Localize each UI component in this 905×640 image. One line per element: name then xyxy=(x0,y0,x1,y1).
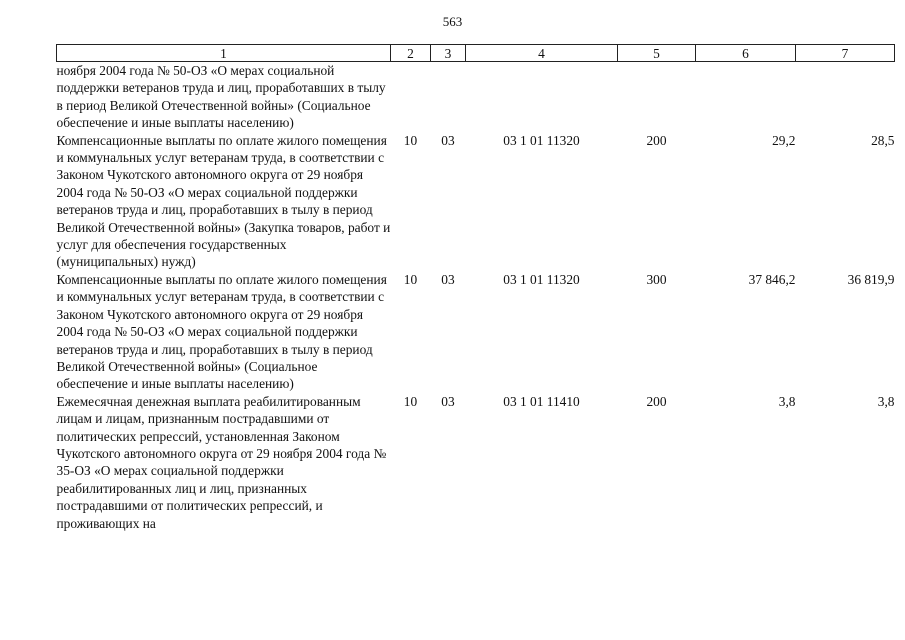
row-section: 10 xyxy=(403,271,418,287)
table-row xyxy=(57,132,895,271)
row-amount-year-1: 37 846,2 xyxy=(748,271,796,287)
row-amount-year-2: 28,5 xyxy=(871,132,895,148)
row-amount-year-1: 3,8 xyxy=(778,393,796,409)
table-row xyxy=(57,393,895,532)
col-header-5: 5 xyxy=(618,45,696,62)
row-target-article: 03 1 01 11410 xyxy=(503,393,580,409)
row-expense-type: 200 xyxy=(646,393,667,409)
col-header-3: 3 xyxy=(431,45,466,62)
col-header-1: 1 xyxy=(57,45,391,62)
row-amount-year-2: 36 819,9 xyxy=(847,271,895,287)
col-header-6: 6 xyxy=(696,45,796,62)
page-number: 563 xyxy=(442,14,463,29)
row-subsection: 03 xyxy=(441,132,455,148)
row-section xyxy=(391,62,431,132)
row-name: Компенсационные выплаты по оплате жилого помещения и коммунальных услуг ветеранам труда, в соответствии с Законом Чукотского автономного округа от 29 ноября 2004 года № 50-ОЗ «О мерах социальной поддержки ветеранов труда и лиц, проработавших в тылу в период Великой Отечественной войны» (Социальное обеспечение и иные выплаты населению) xyxy=(56,271,387,392)
col-header-2: 2 xyxy=(391,45,431,62)
row-subsection: 03 xyxy=(441,271,455,287)
row-name: Ежемесячная денежная выплата реабилитированным лицам и лицам, признанным пострадавшими от политических репрессий, установленная Законом Чукотского автономного округа от 29 ноября 2004 года № 35-ОЗ «О мерах социальной поддержки реабилитированных лиц и лиц, признанных пострадавшими от политических репрессий, и проживающих на xyxy=(56,393,387,531)
row-expense-type: 200 xyxy=(646,132,667,148)
row-amount-year-2 xyxy=(796,62,895,132)
col-header-7: 7 xyxy=(796,45,895,62)
row-section: 10 xyxy=(403,132,418,148)
row-expense-type: 300 xyxy=(646,271,667,287)
row-subsection xyxy=(431,62,466,132)
budget-table xyxy=(56,44,895,532)
column-number-header xyxy=(57,45,895,62)
row-target-article xyxy=(466,62,618,132)
row-expense-type xyxy=(618,62,696,132)
row-target-article: 03 1 01 11320 xyxy=(503,271,580,287)
table-row xyxy=(57,271,895,393)
row-name: Компенсационные выплаты по оплате жилого помещения и коммунальных услуг ветеранам труда, в соответствии с Законом Чукотского автономного округа от 29 ноября 2004 года № 50-ОЗ «О мерах социальной поддержки ветеранов труда и лиц, проработавших в тылу в период Великой Отечественной войны» (Закупка товаров, работ и услуг для обеспечения государственных (муниципальных) нужд) xyxy=(56,132,391,270)
row-target-article: 03 1 01 11320 xyxy=(503,132,580,148)
row-amount-year-2: 3,8 xyxy=(877,393,895,409)
table-row xyxy=(57,62,895,132)
row-section: 10 xyxy=(403,393,418,409)
row-subsection: 03 xyxy=(441,393,455,409)
row-name: ноября 2004 года № 50-ОЗ «О мерах социальной поддержки ветеранов труда и лиц, проработавших в тылу в период Великой Отечественной войны» (Социальное обеспечение и иные выплаты населению) xyxy=(56,63,386,131)
row-amount-year-1 xyxy=(696,62,796,132)
row-amount-year-1: 29,2 xyxy=(772,132,796,148)
col-header-4: 4 xyxy=(466,45,618,62)
